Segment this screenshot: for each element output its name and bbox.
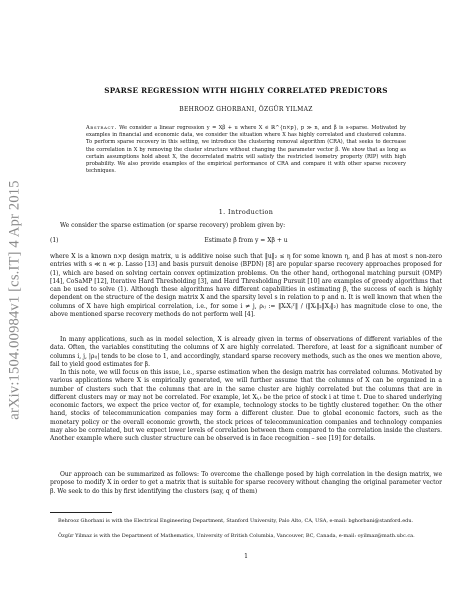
intro-paragraph-1: We consider the sparse estimation (or sparse recovery) problem given by:: [60, 222, 286, 229]
arxiv-sidebar-stamp: [4, 170, 26, 430]
equation-number: (1): [50, 237, 59, 244]
footnote-author-1: Behrooz Ghorbani is with the Electrical Engineering Department, Stanford University, Palo Alto, CA, USA, e-mail: bghorbani@stanford.edu.: [58, 518, 414, 524]
arxiv-identifier: arXiv:1504.00984v1 [cs.IT] 4 Apr 2015: [6, 180, 23, 420]
intro-paragraph-2: where X is a known n×p design matrix, u is additive noise such that ‖u‖₂ ≤ η for some known η, and β has at most s non-zero entries with s ≪ n ≪ p. Lasso [13] and basis pursuit denoise (BPDN) [8] are popular sparse recovery approaches proposed for (1), which are based on solving certain convex optimization problems. On the other hand, orthogonal matching pursuit (OMP) [14], CoSaMP [12], Iterative Hard Thresholding [3], and Hard Thresholding Pursuit [10] are examples of greedy algorithms that can be used to solve (1). Although these algorithms have different capabilities in estimating β, the success of each is highly dependent on the structure of the design matrix X and the sparsity level s in relation to p and n. It is well known that when the columns of X have high empirical correlation, i.e., for some i ≠ j, ρᵢⱼ := ‖XᵢXⱼᵀ‖ / (‖Xᵢ‖₂‖Xⱼ‖₂) has magnitude close to one, the above mentioned sparse recovery methods do not perform well [4].: [50, 253, 442, 319]
abstract: [86, 125, 406, 175]
footnote-divider: [50, 512, 112, 513]
paper-page: [50, 0, 442, 613]
paper-authors: BEHROOZ GHORBANI, ÖZGÜR YILMAZ: [179, 106, 313, 113]
footnote-author-2: Özgür Yilmaz is with the Department of Mathematics, University of British Columbia, Vancouver, BC, Canada, e-mail: oyilmaz@math.ubc.ca.: [58, 533, 415, 539]
equation-body: Estimate β from y = Xβ + u: [204, 237, 288, 244]
section-heading-introduction: 1. Introduction: [218, 208, 274, 216]
intro-paragraph-5: Our approach can be summarized as follows: To overcome the challenge posed by high correlation in the design matrix, we propose to modify X in order to get a matrix that is suitable for sparse recovery without changing the original parameter vector β. We seek to do this by first identifying the clusters (say, q of them): [50, 471, 442, 495]
paper-title: SPARSE REGRESSION WITH HIGHLY CORRELATED PREDICTORS: [104, 86, 388, 95]
abstract-text: We consider a linear regression y = Xβ + u where X ∈ ℝ^{n×p}, p ≫ n, and β is s-sparse. Motivated by examples in financial and economic data, we consider the situation where X has highly correlated and clustered columns. To perform sparse recovery in this setting, we introduce the clustering removal algorithm (CRA), that seeks to decrease the correlation in X by removing the cluster structure without changing the parameter vector β. We show that as long as certain assumptions hold about X, the decorrelated matrix will satisfy the restricted isometry property (RIP) with high probability. We also provide examples of the empirical performance of CRA and compare it with other sparse recovery techniques.: [86, 125, 406, 175]
abstract-label: Abstract.: [86, 125, 117, 131]
page-number: 1: [244, 553, 248, 560]
intro-paragraph-3: In many applications, such as in model selection, X is already given in terms of observations of different variables of the data. Often, the variables constituting the columns of X are highly correlated. Therefore, at least for a significant number of columns i, j, |ρᵢⱼ| tends to be close to 1, and accordingly, standard sparse recovery methods, such as the ones we mention above, fail to yield good estimates for β.: [50, 336, 442, 368]
intro-paragraph-4: In this note, we will focus on this issue, i.e., sparse estimation when the design matrix has correlated columns. Motivated by various applications where X is empirically generated, we will further assume that the columns of X can be organized in a number of clusters such that the columns that are in the same cluster are highly correlated but the columns that are in different clusters may or may not be correlated. For example, let Xᵢ,ₜ be the price of stock i at time t. Due to shared underlying economic factors, we expect the price vector of, for example, technology stocks to be tightly clustered together. On the other hand, stocks of telecommunication companies may form a different cluster. Due to global economic factors, such as the monetary policy or the overall economic growth, the stock prices of telecommunication companies and technology companies may also be correlated, but we expect lower levels of correlation between them compared to the correlation inside the clusters. Another example where such cluster structure can be observed is in face recognition – see [19] for details.: [50, 369, 442, 443]
